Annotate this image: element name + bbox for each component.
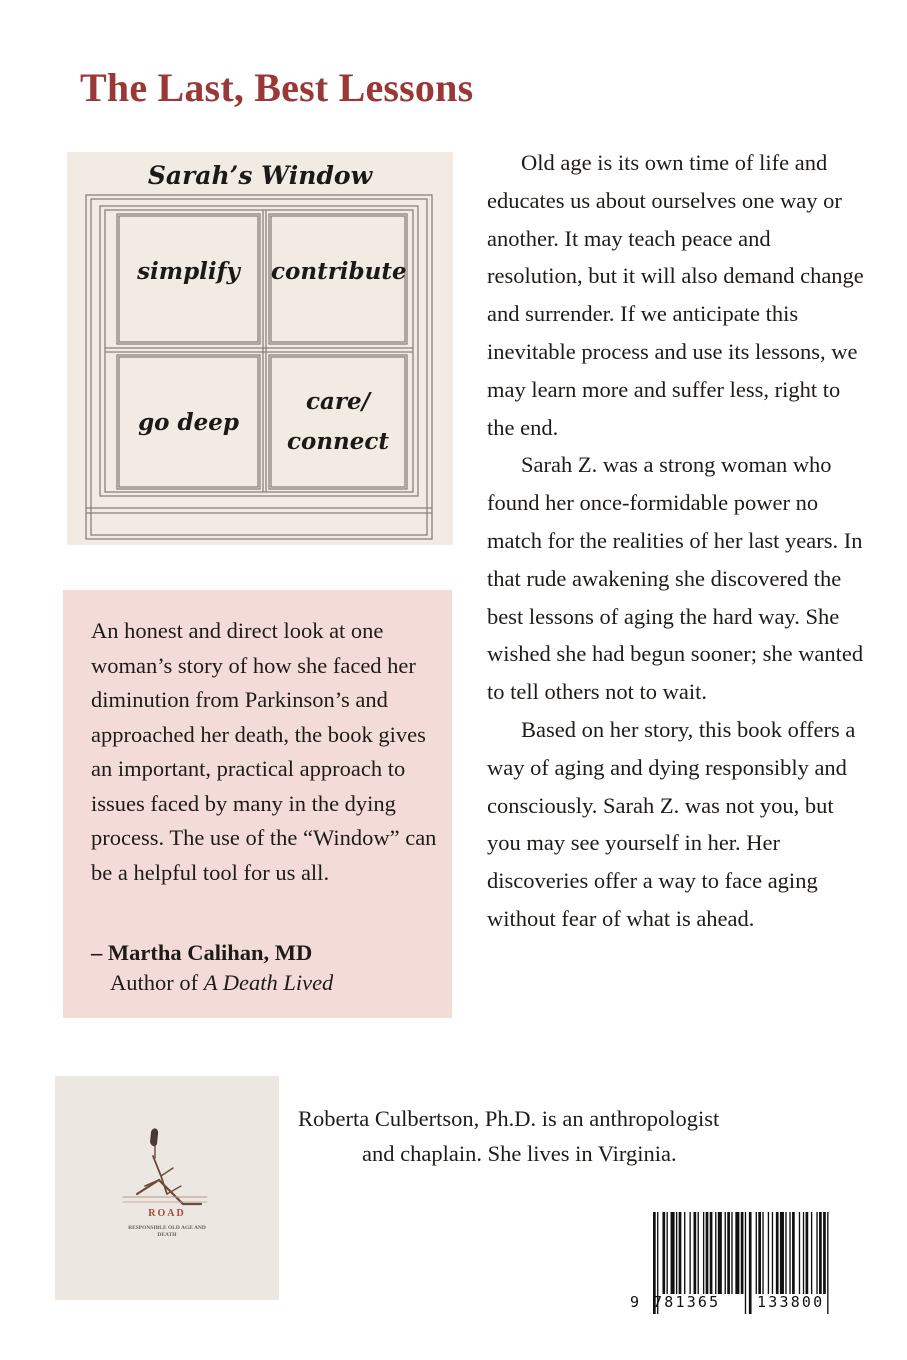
barcode-bar <box>799 1212 800 1294</box>
barcode-bar <box>756 1212 757 1294</box>
barcode-bar <box>671 1212 675 1294</box>
barcode-bar <box>667 1212 668 1294</box>
barcode-bar <box>792 1212 795 1294</box>
description-paragraph: Old age is its own time of life and educates us about ourselves one way or another. It may teach peace and resolution, but it will also demand change and surrender. If we anticipate this inevitable process and use its lessons, we may learn more and suffer less, right to the end. <box>487 150 864 440</box>
isbn-group-2: 133800 <box>757 1293 825 1311</box>
endorsement-author: – Martha Calihan, MD <box>91 940 313 965</box>
barcode-bar <box>735 1212 739 1294</box>
barcode-bar <box>827 1212 828 1314</box>
isbn-lead-digit: 9 <box>630 1293 642 1311</box>
barcode-bar <box>762 1212 763 1294</box>
window-frame-drawing <box>67 152 453 545</box>
window-heading: Sarah’s Window <box>147 161 373 190</box>
pane-contribute: contribute <box>271 258 407 285</box>
barcode-bar <box>715 1212 716 1294</box>
author-bio-line: and chaplain. She lives in Virginia. <box>362 1141 677 1166</box>
barcode-bar <box>676 1212 677 1294</box>
pane-go-deep: go deep <box>138 409 239 436</box>
barcode-bar <box>823 1212 826 1294</box>
barcode-bar <box>803 1212 804 1294</box>
publisher-name: ROAD <box>148 1208 186 1219</box>
author-bio-line: Roberta Culbertson, Ph.D. is an anthropologist <box>298 1106 720 1131</box>
author-bio <box>298 1101 798 1171</box>
sarahs-window-illustration <box>67 152 453 545</box>
barcode-bar <box>710 1212 713 1294</box>
endorsement-credit <box>110 970 333 996</box>
barcode-bar <box>776 1212 779 1294</box>
barcode-bar <box>689 1212 690 1294</box>
barcode-bar <box>731 1212 732 1294</box>
pane-connect: connect <box>286 428 390 455</box>
barcode-bar <box>679 1212 682 1294</box>
description-paragraph: Based on her story, this book offers a way of aging and dying responsibly and consciously. Sarah Z. was not you, but you may see yourself in her. Her discoveries offer a way to face aging without fear of what is ahead. <box>487 716 856 931</box>
barcode-bar <box>789 1212 790 1294</box>
back-cover-title: The Last, Best Lessons <box>80 65 474 110</box>
endorsement-panel <box>63 590 452 1018</box>
pane-care: care/ <box>305 388 371 415</box>
barcode-bar <box>741 1212 744 1294</box>
publisher-logo <box>55 1076 279 1300</box>
publisher-tagline: RESPONSIBLE OLD AGE AND DEATH <box>128 1225 206 1238</box>
credit-book-title: A Death Lived <box>203 970 334 995</box>
barcode-bar <box>698 1212 699 1294</box>
barcode-bar <box>780 1212 784 1294</box>
barcode-bar <box>745 1212 746 1314</box>
barcode-bar <box>785 1212 786 1294</box>
barcode-bar <box>706 1212 709 1294</box>
description-paragraph: Sarah Z. was a strong woman who found her once-formidable power no match for the realities of her last years. In that rude awakening she discovered the best lessons of aging the hard way. She wished she had begun sooner; she wanted to tell others not to wait. <box>487 452 864 705</box>
barcode-bar <box>806 1212 809 1294</box>
barcode-bar <box>758 1212 761 1294</box>
isbn-group-1: 781365 <box>653 1293 721 1311</box>
credit-prefix: Author of <box>110 970 199 995</box>
barcode-bar <box>749 1212 752 1314</box>
barcode-bar <box>703 1212 704 1294</box>
barcode-bar <box>662 1212 665 1294</box>
book-description <box>487 144 867 938</box>
barcode-bar <box>718 1212 722 1294</box>
barcode-bar <box>811 1212 812 1294</box>
barcode-bar <box>725 1212 726 1294</box>
barcode-bar <box>772 1212 773 1294</box>
barcode-bar <box>819 1212 822 1294</box>
barcode-bar <box>768 1212 769 1294</box>
pane-simplify: simplify <box>137 258 240 285</box>
barcode-bar <box>684 1212 685 1294</box>
endorsement-text: An honest and direct look at one woman’s story of how she faced her diminution from Parkinson’s and approached her death, the book gives an important, practical approach to issues faced by many in the dying process. The use of the “Window” can be a helpful tool for us all. <box>91 618 437 885</box>
barcode-bar <box>694 1212 697 1294</box>
barcode-bar <box>727 1212 730 1294</box>
bird-on-branch-icon <box>55 1076 279 1300</box>
barcode-bar <box>816 1212 817 1294</box>
